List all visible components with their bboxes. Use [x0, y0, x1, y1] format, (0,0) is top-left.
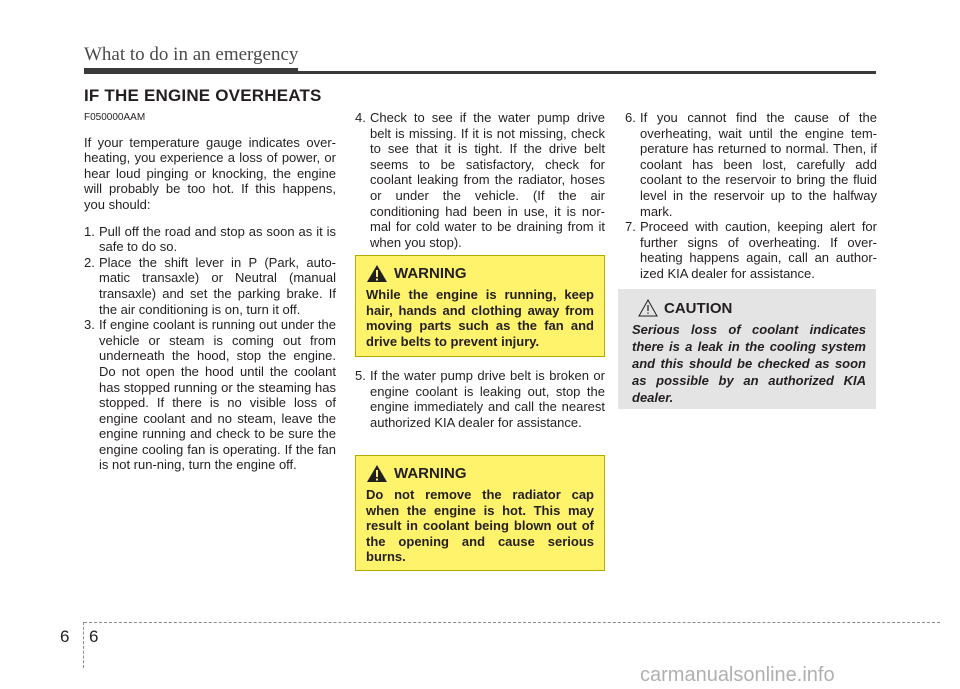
warning-box-1 [355, 255, 605, 357]
warning-icon [366, 464, 388, 483]
chapter-number: 6 [60, 627, 70, 646]
step-3: 3. If engine coolant is running out under the vehicle or steam is coming out from underneath the hood, stop the engine. Do not open the hood until the coolant has stopped running or the steaming has stopped. If there is no visible loss of engine coolant and no steam, leave the engine running and check to be sure the engine cooling fan is operating. If the fan is not run-ning, turn the engine off. [84, 317, 336, 473]
warning-title: WARNING [394, 465, 467, 482]
section-heading: IF THE ENGINE OVERHEATS [84, 86, 322, 105]
caution-text: Serious loss of coolant indicates there is a leak in the cooling system and this should be checked as soon as possible by an authorized KIA dealer. [632, 322, 866, 405]
warning-text: Do not remove the radiator cap when the engine is hot. This may result in coolant being blown out of the opening and cause serious burns. [366, 487, 594, 564]
warning-text: While the engine is running, keep hair, hands and clothing away from moving parts such as the fan and drive belts to prevent injury. [366, 287, 594, 349]
column-2 [355, 110, 605, 250]
caution-icon [638, 299, 658, 317]
warning-box-2 [355, 455, 605, 571]
step-6: 6. If you cannot find the cause of the overheating, wait until the engine tem-perature has returned to normal. Then, if coolant has been lost, carefully add coolant to the reservoir to bring the fluid level in the reservoir up to the halfway mark. [625, 110, 877, 219]
intro-paragraph: If your temperature gauge indicates over-heating, you experience a loss of power, or hear loud pinging or knocking, the engine will probably be too hot. If this happens, you should: [84, 134, 336, 212]
step-4: 4. Check to see if the water pump drive belt is missing. If it is not missing, check to see that it is tight. If the drive belt seems to be satisfactory, check for coolant leaking from the radiator, hoses or under the vehicle. (If the air conditioning had been in use, it is nor-mal for cold water to be draining from it when you stop). [355, 110, 605, 250]
column-3 [625, 110, 877, 282]
step-5: 5. If the water pump drive belt is broken or engine coolant is leaking out, stop the engine immediately and call the nearest authorized KIA dealer for assistance. [355, 368, 605, 430]
footer-divider [84, 622, 940, 623]
caution-box [618, 289, 876, 409]
step-2: 2. Place the shift lever in P (Park, auto-matic transaxle) or Neutral (manual transaxle) and set the parking brake. If the air conditioning is on, turn it off. [84, 254, 336, 317]
section-code: F050000AAM [84, 112, 146, 123]
header-rule [84, 71, 876, 74]
watermark: carmanualsonline.info [640, 664, 835, 686]
steps-list-2 [355, 110, 605, 250]
steps-list-2b [355, 368, 605, 430]
steps-list-3 [625, 110, 877, 282]
step-1: 1. Pull off the road and stop as soon as it is safe to do so. [84, 223, 336, 255]
column-1 [84, 110, 336, 473]
footer-vertical-divider [83, 622, 84, 668]
warning-icon [366, 264, 388, 283]
header-title: What to do in an emergency [84, 44, 299, 65]
page-number: 6 [89, 627, 99, 646]
steps-list-1 [84, 224, 336, 474]
warning-title: WARNING [394, 265, 467, 282]
step-7: 7. Proceed with caution, keeping alert for further signs of overheating. If over-heating happens again, call an author-ized KIA dealer for assistance. [625, 219, 877, 281]
column-2-lower [355, 368, 605, 430]
caution-title: CAUTION [664, 299, 733, 317]
